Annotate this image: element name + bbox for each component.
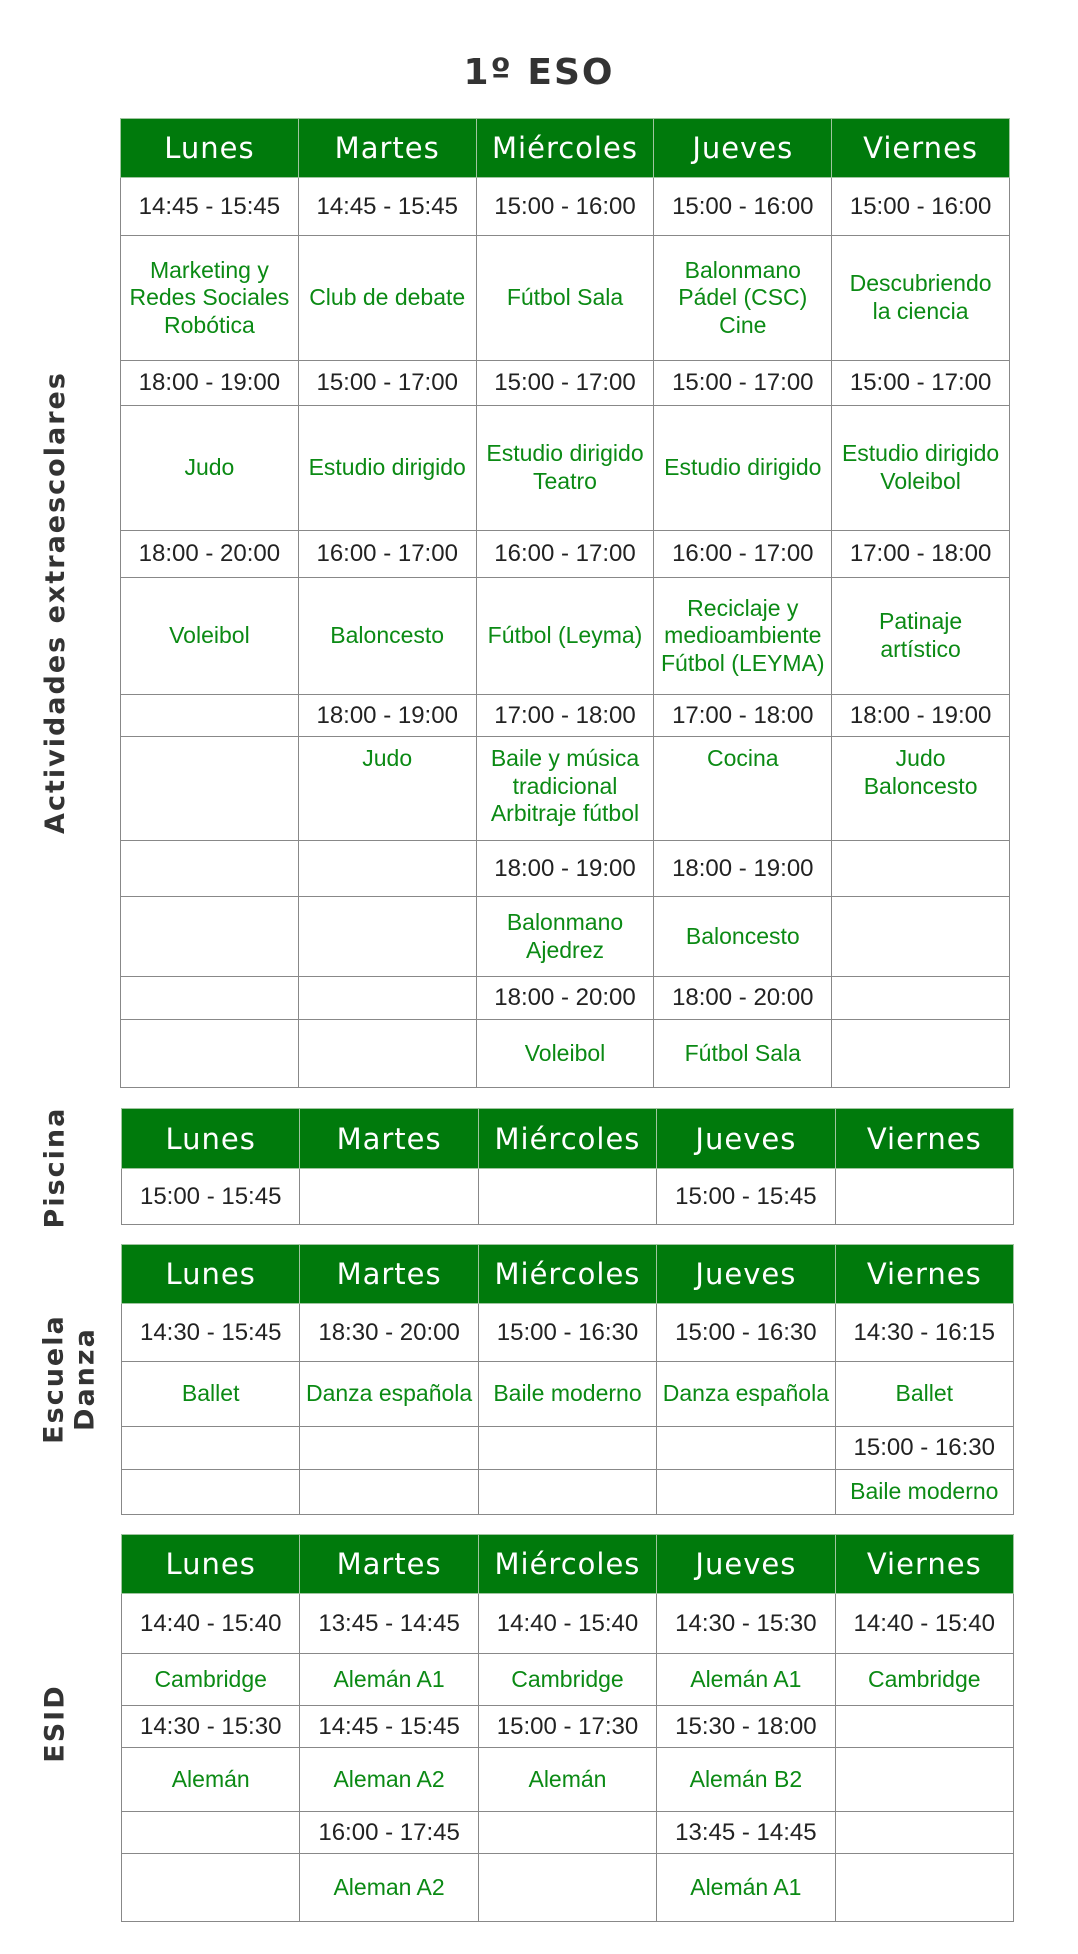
time-cell: [832, 977, 1010, 1020]
activity-cell: Reciclaje y medioambiente Fútbol (LEYMA): [654, 578, 832, 695]
day-header: Martes: [300, 1109, 478, 1169]
day-header: Jueves: [657, 1535, 835, 1594]
time-cell: [122, 1812, 300, 1854]
activity-cell: Marketing y Redes Sociales Robótica: [121, 236, 299, 361]
time-row: [122, 1706, 1014, 1748]
activity-cell: Balonmano Ajedrez: [476, 897, 654, 977]
activity-cell: Aleman A2: [300, 1854, 478, 1922]
time-cell: 14:30 - 15:30: [657, 1594, 835, 1654]
activity-cell: Ballet: [835, 1362, 1013, 1427]
activity-row: [122, 1362, 1014, 1427]
time-cell: [298, 977, 476, 1020]
day-header: Viernes: [835, 1245, 1013, 1304]
activity-cell: Judo: [298, 737, 476, 841]
day-header: Miércoles: [478, 1109, 656, 1169]
activity-cell: [300, 1470, 478, 1515]
time-cell: [121, 977, 299, 1020]
day-header-row: [122, 1109, 1014, 1169]
time-row: [122, 1427, 1014, 1470]
time-cell: 18:00 - 19:00: [298, 695, 476, 737]
activity-cell: [121, 1020, 299, 1088]
day-header: Martes: [300, 1245, 478, 1304]
activity-row: [121, 897, 1010, 977]
day-header: Lunes: [122, 1245, 300, 1304]
activity-cell: [298, 897, 476, 977]
activity-cell: [832, 897, 1010, 977]
activity-cell: [657, 1470, 835, 1515]
time-cell: 14:30 - 15:45: [122, 1304, 300, 1362]
activity-cell: Voleibol: [476, 1020, 654, 1088]
section-label-actividades: [30, 118, 80, 1088]
activity-row: [122, 1654, 1014, 1706]
time-cell: 14:45 - 15:45: [300, 1706, 478, 1748]
day-header-row: [121, 119, 1010, 178]
time-row: [122, 1169, 1014, 1225]
schedule-table-danza: [121, 1244, 1014, 1515]
time-cell: 14:30 - 16:15: [835, 1304, 1013, 1362]
activity-cell: Baile y música tradicional Arbitraje fútbol: [476, 737, 654, 841]
activity-cell: Ballet: [122, 1362, 300, 1427]
time-cell: 15:00 - 15:45: [122, 1169, 300, 1225]
activity-cell: [121, 897, 299, 977]
time-cell: 14:40 - 15:40: [122, 1594, 300, 1654]
activity-row: [121, 406, 1010, 531]
activity-cell: Club de debate: [298, 236, 476, 361]
time-cell: 15:00 - 17:00: [654, 361, 832, 406]
activity-cell: Patinaje artístico: [832, 578, 1010, 695]
activity-cell: Alemán A1: [657, 1654, 835, 1706]
activity-row: [121, 578, 1010, 695]
day-header-row: [122, 1535, 1014, 1594]
time-cell: [835, 1706, 1013, 1748]
time-cell: 16:00 - 17:45: [300, 1812, 478, 1854]
activity-cell: [832, 1020, 1010, 1088]
activity-cell: Danza española: [657, 1362, 835, 1427]
time-cell: 18:00 - 20:00: [121, 531, 299, 578]
time-cell: 15:00 - 16:00: [654, 178, 832, 236]
day-header: Lunes: [122, 1535, 300, 1594]
time-row: [121, 695, 1010, 737]
day-header: Viernes: [832, 119, 1010, 178]
activity-row: [122, 1854, 1014, 1922]
activity-row: [122, 1748, 1014, 1812]
activity-cell: Estudio dirigido Teatro: [476, 406, 654, 531]
activity-cell: Fútbol (Leyma): [476, 578, 654, 695]
time-cell: 15:00 - 16:00: [832, 178, 1010, 236]
time-cell: 18:00 - 20:00: [476, 977, 654, 1020]
activity-cell: [835, 1748, 1013, 1812]
activity-row: [121, 236, 1010, 361]
time-row: [121, 977, 1010, 1020]
day-header: Lunes: [121, 119, 299, 178]
activity-cell: Balonmano Pádel (CSC) Cine: [654, 236, 832, 361]
activity-cell: Fútbol Sala: [654, 1020, 832, 1088]
time-cell: 16:00 - 17:00: [654, 531, 832, 578]
activity-cell: Cambridge: [478, 1654, 656, 1706]
time-cell: [300, 1427, 478, 1470]
time-cell: 16:00 - 17:00: [298, 531, 476, 578]
time-cell: [122, 1427, 300, 1470]
activity-row: [121, 1020, 1010, 1088]
activity-cell: Aleman A2: [300, 1748, 478, 1812]
schedule-table-esid: [121, 1534, 1014, 1922]
time-cell: 15:00 - 16:30: [478, 1304, 656, 1362]
time-cell: 15:30 - 18:00: [657, 1706, 835, 1748]
activity-cell: Fútbol Sala: [476, 236, 654, 361]
time-cell: 15:00 - 15:45: [657, 1169, 835, 1225]
time-cell: [835, 1169, 1013, 1225]
time-row: [121, 178, 1010, 236]
section-label-text: Actividades extraescolares: [39, 371, 71, 835]
day-header: Viernes: [835, 1109, 1013, 1169]
time-cell: [478, 1812, 656, 1854]
day-header: Miércoles: [478, 1535, 656, 1594]
time-cell: 15:00 - 16:30: [657, 1304, 835, 1362]
time-cell: 14:45 - 15:45: [298, 178, 476, 236]
time-row: [121, 531, 1010, 578]
time-cell: [657, 1427, 835, 1470]
time-cell: [121, 841, 299, 897]
day-header: Miércoles: [476, 119, 654, 178]
time-cell: 15:00 - 16:00: [476, 178, 654, 236]
time-row: [121, 841, 1010, 897]
day-header: Viernes: [835, 1535, 1013, 1594]
day-header-row: [122, 1245, 1014, 1304]
activity-cell: Judo: [121, 406, 299, 531]
page-title: 1º ESO: [463, 52, 615, 93]
time-cell: [121, 695, 299, 737]
time-cell: 14:40 - 15:40: [478, 1594, 656, 1654]
time-row: [121, 361, 1010, 406]
time-cell: 17:00 - 18:00: [832, 531, 1010, 578]
time-row: [122, 1812, 1014, 1854]
time-cell: 13:45 - 14:45: [657, 1812, 835, 1854]
activity-cell: Alemán: [478, 1748, 656, 1812]
activity-cell: [122, 1854, 300, 1922]
time-cell: 15:00 - 16:30: [835, 1427, 1013, 1470]
time-cell: 15:00 - 17:00: [298, 361, 476, 406]
time-cell: [835, 1812, 1013, 1854]
section-label-piscina: [30, 1108, 80, 1228]
activity-cell: [122, 1470, 300, 1515]
time-cell: 16:00 - 17:00: [476, 531, 654, 578]
section-label-text: ESID: [39, 1684, 71, 1764]
time-cell: 18:00 - 19:00: [654, 841, 832, 897]
time-cell: [478, 1169, 656, 1225]
activity-cell: [121, 737, 299, 841]
time-cell: 18:00 - 19:00: [121, 361, 299, 406]
activity-cell: Baile moderno: [835, 1470, 1013, 1515]
activity-cell: Judo Baloncesto: [832, 737, 1010, 841]
time-cell: 14:45 - 15:45: [121, 178, 299, 236]
activity-row: [122, 1470, 1014, 1515]
section-label-danza: [30, 1244, 110, 1514]
activity-cell: [835, 1854, 1013, 1922]
activity-cell: [298, 1020, 476, 1088]
activity-cell: Estudio dirigido: [654, 406, 832, 531]
activity-cell: Baloncesto: [298, 578, 476, 695]
activity-row: [121, 737, 1010, 841]
schedule-table-actividades: [120, 118, 1010, 1088]
time-cell: 15:00 - 17:00: [832, 361, 1010, 406]
time-cell: 18:30 - 20:00: [300, 1304, 478, 1362]
day-header: Jueves: [657, 1109, 835, 1169]
activity-cell: Cocina: [654, 737, 832, 841]
time-row: [122, 1594, 1014, 1654]
activity-cell: [478, 1854, 656, 1922]
activity-cell: Voleibol: [121, 578, 299, 695]
day-header: Jueves: [657, 1245, 835, 1304]
time-cell: 18:00 - 19:00: [476, 841, 654, 897]
activity-cell: Cambridge: [122, 1654, 300, 1706]
time-cell: 17:00 - 18:00: [476, 695, 654, 737]
day-header: Martes: [298, 119, 476, 178]
day-header: Martes: [300, 1535, 478, 1594]
activity-cell: Estudio dirigido: [298, 406, 476, 531]
day-header: Miércoles: [478, 1245, 656, 1304]
time-cell: [298, 841, 476, 897]
time-cell: 13:45 - 14:45: [300, 1594, 478, 1654]
activity-cell: Baloncesto: [654, 897, 832, 977]
activity-cell: Descubriendo la ciencia: [832, 236, 1010, 361]
activity-cell: Alemán A1: [657, 1854, 835, 1922]
activity-cell: Alemán B2: [657, 1748, 835, 1812]
time-cell: 15:00 - 17:00: [476, 361, 654, 406]
activity-cell: [478, 1470, 656, 1515]
day-header: Lunes: [122, 1109, 300, 1169]
time-cell: 14:30 - 15:30: [122, 1706, 300, 1748]
activity-cell: Alemán: [122, 1748, 300, 1812]
section-label-text: Piscina: [39, 1107, 71, 1229]
activity-cell: Estudio dirigido Voleibol: [832, 406, 1010, 531]
time-cell: 17:00 - 18:00: [654, 695, 832, 737]
time-cell: [832, 841, 1010, 897]
time-cell: 14:40 - 15:40: [835, 1594, 1013, 1654]
time-cell: 18:00 - 19:00: [832, 695, 1010, 737]
section-label-esid: [30, 1534, 80, 1914]
section-label-text: Escuela Danza: [38, 1314, 101, 1444]
time-cell: [300, 1169, 478, 1225]
activity-cell: Cambridge: [835, 1654, 1013, 1706]
time-cell: 15:00 - 17:30: [478, 1706, 656, 1748]
time-row: [122, 1304, 1014, 1362]
day-header: Jueves: [654, 119, 832, 178]
activity-cell: Danza española: [300, 1362, 478, 1427]
schedule-table-piscina: [121, 1108, 1014, 1225]
time-cell: [478, 1427, 656, 1470]
activity-cell: Baile moderno: [478, 1362, 656, 1427]
time-cell: 18:00 - 20:00: [654, 977, 832, 1020]
activity-cell: Alemán A1: [300, 1654, 478, 1706]
